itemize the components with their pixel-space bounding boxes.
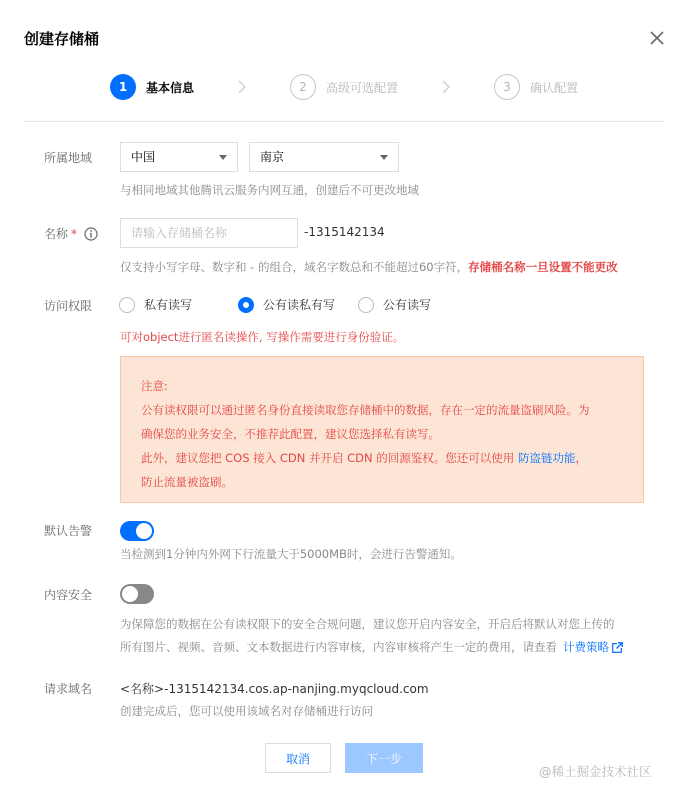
step-basic-info xyxy=(110,74,194,100)
content-security-label: 内容安全 xyxy=(44,588,93,602)
cancel-button[interactable]: 取消 xyxy=(265,743,331,773)
radio-label: 私有读写 xyxy=(144,298,193,312)
name-hint-warning: 存储桶名称一旦设置不能更改 xyxy=(468,260,618,274)
notice-text: ， xyxy=(575,451,587,465)
country-select-value: 中国 xyxy=(131,150,156,164)
domain-label: 请求域名 xyxy=(44,682,93,696)
city-select-value: 南京 xyxy=(260,150,285,164)
dialog-title: 创建存储桶 xyxy=(24,30,100,48)
chevron-right-icon xyxy=(440,79,452,95)
name-label: 名称 xyxy=(44,227,69,241)
region-hint: 与相同地域其他腾讯云服务内网互通，创建后不可更改地域 xyxy=(120,183,419,197)
next-step-button[interactable]: 下一步 xyxy=(345,743,423,773)
access-label: 访问权限 xyxy=(44,299,93,313)
step-number: 2 xyxy=(290,74,316,100)
notice-title: 注意: xyxy=(141,379,168,393)
step-label: 高级可选配置 xyxy=(326,80,399,95)
chevron-right-icon xyxy=(236,79,248,95)
step-confirm-config xyxy=(494,74,578,100)
step-label: 基本信息 xyxy=(146,80,195,95)
radio-circle xyxy=(238,297,254,313)
anti-leech-link[interactable]: 防盗链功能 xyxy=(517,451,576,465)
caret-down-icon xyxy=(219,155,227,160)
watermark: @稀土掘金技术社区 xyxy=(539,764,652,779)
notice-line: 防止流量被盗刷。 xyxy=(141,475,233,489)
info-icon[interactable] xyxy=(84,227,98,241)
content-security-hint-text: 所有图片、视频、音频、文本数据进行内容审核，内容审核将产生一定的费用，请查看 xyxy=(120,640,557,654)
bucket-name-input[interactable] xyxy=(120,218,298,248)
region-label: 所属地域 xyxy=(44,151,93,165)
step-advanced-config xyxy=(290,74,398,100)
billing-policy-link[interactable]: 计费策略 xyxy=(563,640,609,654)
radio-public-read-private-write[interactable] xyxy=(238,296,335,313)
name-hint xyxy=(120,259,618,275)
alarm-label: 默认告警 xyxy=(44,524,93,538)
caret-down-icon xyxy=(380,155,388,160)
close-button[interactable] xyxy=(646,27,668,49)
name-label-group xyxy=(44,225,98,242)
alarm-hint: 当检测到1分钟内外网下行流量大于5000MB时，会进行告警通知。 xyxy=(120,547,462,561)
radio-circle xyxy=(119,297,135,313)
name-hint-text: 仅支持小写字母、数字和 - 的组合，域名字数总和不能超过60字符， xyxy=(120,260,469,274)
domain-hint: 创建完成后，您可以使用该域名对存储桶进行访问 xyxy=(120,704,373,718)
notice-box xyxy=(120,356,644,503)
step-number: 3 xyxy=(494,74,520,100)
content-security-hint-2 xyxy=(120,639,623,655)
radio-label: 公有读私有写 xyxy=(263,298,336,312)
notice-line xyxy=(141,446,643,470)
toggle-knob xyxy=(122,586,138,602)
country-select[interactable] xyxy=(120,142,238,172)
toggle-knob xyxy=(136,523,152,539)
domain-value: <名称>-1315142134.cos.ap-nanjing.myqcloud.com xyxy=(120,682,429,696)
step-number: 1 xyxy=(110,74,136,100)
step-label: 确认配置 xyxy=(530,80,579,95)
notice-line: 公有读权限可以通过匿名身份直接读取您存储桶中的数据，存在一定的流量盗刷风险。为 xyxy=(141,403,590,417)
access-warning: 可对object进行匿名读操作, 写操作需要进行身份验证。 xyxy=(120,330,405,344)
radio-circle xyxy=(358,297,374,313)
radio-public-rw[interactable] xyxy=(358,296,431,313)
name-suffix: -1315142134 xyxy=(304,225,385,239)
close-icon xyxy=(646,27,668,49)
external-link-icon[interactable] xyxy=(612,642,623,653)
radio-private-rw[interactable] xyxy=(119,296,192,313)
alarm-toggle[interactable] xyxy=(120,521,154,541)
required-mark: * xyxy=(71,226,78,241)
city-select[interactable] xyxy=(249,142,399,172)
content-security-hint: 为保障您的数据在公有读权限下的安全合规问题，建议您开启内容安全，开启后将默认对您上传的 xyxy=(120,617,615,631)
content-security-toggle[interactable] xyxy=(120,584,154,604)
header-divider xyxy=(24,121,664,122)
notice-text: 此外，建议您把 COS 接入 CDN 并开启 CDN 的回源鉴权。您还可以使用 xyxy=(141,451,515,465)
radio-label: 公有读写 xyxy=(383,298,432,312)
notice-line: 确保您的业务安全，不推荐此配置，建议您选择私有读写。 xyxy=(141,427,440,441)
